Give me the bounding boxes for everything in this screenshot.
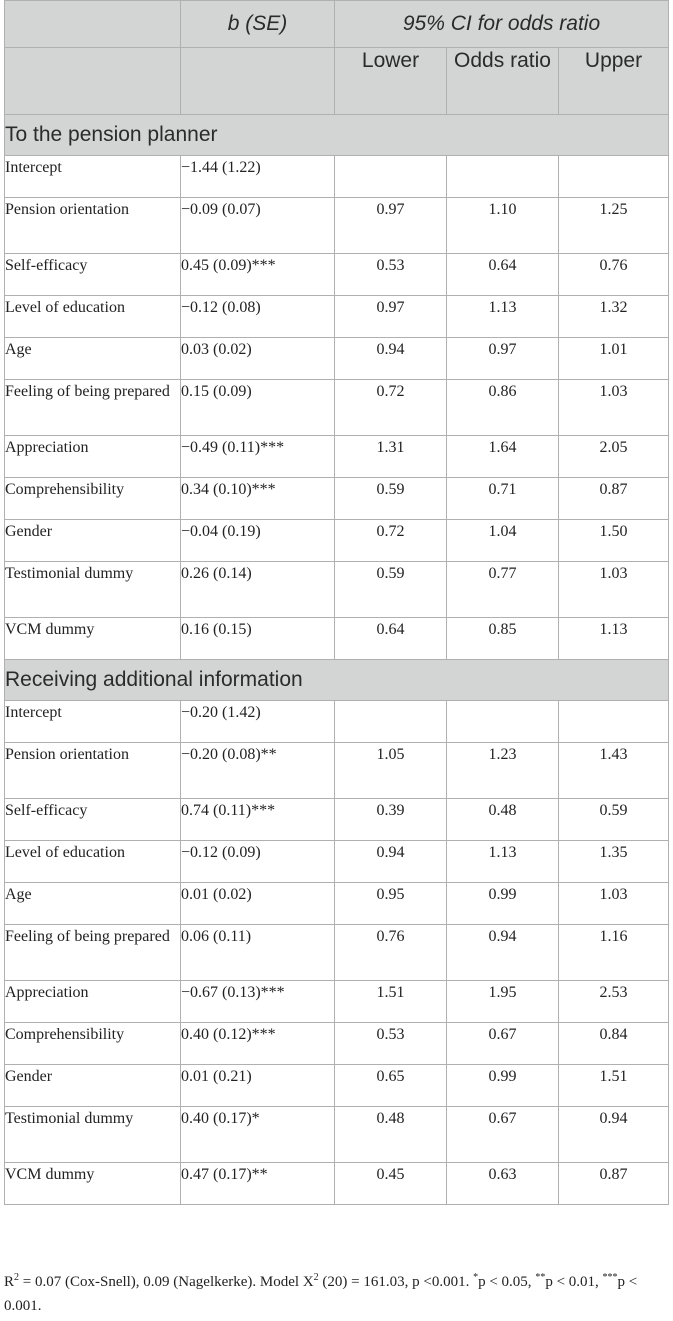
table-footnote xyxy=(4,1270,668,1318)
variable-label: Intercept xyxy=(5,701,181,743)
b-se-value: −0.49 (0.11)*** xyxy=(181,436,335,478)
table-row xyxy=(5,841,669,883)
ci-lower-value: 0.64 xyxy=(335,618,447,660)
table-row xyxy=(5,156,669,198)
ci-upper-value: 1.01 xyxy=(559,338,669,380)
ci-upper-value: 1.32 xyxy=(559,296,669,338)
odds-ratio-value: 0.63 xyxy=(447,1163,559,1205)
footnote-sig1: p < 0.05, xyxy=(478,1274,536,1290)
section-header-row xyxy=(5,660,669,701)
header-lower: Lower xyxy=(335,48,447,115)
variable-label: Feeling of being prepared xyxy=(5,380,181,436)
variable-label: Comprehensibility xyxy=(5,478,181,520)
b-se-value: 0.06 (0.11) xyxy=(181,925,335,981)
ci-lower-value: 1.05 xyxy=(335,743,447,799)
b-se-value: 0.45 (0.09)*** xyxy=(181,254,335,296)
b-se-value: 0.40 (0.17)* xyxy=(181,1107,335,1163)
footnote-sup-x: 2 xyxy=(313,1272,319,1283)
ci-upper-value: 0.87 xyxy=(559,1163,669,1205)
odds-ratio-value: 0.97 xyxy=(447,338,559,380)
table-row xyxy=(5,380,669,436)
variable-label: Intercept xyxy=(5,156,181,198)
b-se-value: −0.12 (0.09) xyxy=(181,841,335,883)
table-row xyxy=(5,520,669,562)
variable-label: Testimonial dummy xyxy=(5,562,181,618)
variable-label: Self-efficacy xyxy=(5,254,181,296)
table-row xyxy=(5,701,669,743)
b-se-value: −0.09 (0.07) xyxy=(181,198,335,254)
ci-upper-value: 2.53 xyxy=(559,981,669,1023)
ci-lower-value xyxy=(335,156,447,198)
table-row xyxy=(5,925,669,981)
ci-lower-value: 0.45 xyxy=(335,1163,447,1205)
table-row xyxy=(5,254,669,296)
b-se-value: −0.04 (0.19) xyxy=(181,520,335,562)
ci-lower-value: 0.53 xyxy=(335,254,447,296)
ci-lower-value: 0.72 xyxy=(335,520,447,562)
ci-lower-value: 0.97 xyxy=(335,296,447,338)
variable-label: Comprehensibility xyxy=(5,1023,181,1065)
footnote-part2: (20) = 161.03, p <0.001. xyxy=(318,1274,474,1290)
ci-upper-value: 2.05 xyxy=(559,436,669,478)
ci-lower-value: 0.94 xyxy=(335,841,447,883)
ci-lower-value: 1.51 xyxy=(335,981,447,1023)
header-b-se: b (SE) xyxy=(181,1,335,48)
variable-label: Pension orientation xyxy=(5,743,181,799)
variable-label: Level of education xyxy=(5,841,181,883)
table-row xyxy=(5,1163,669,1205)
ci-upper-value: 0.94 xyxy=(559,1107,669,1163)
footnote-sig1-symbol: * xyxy=(473,1272,479,1283)
footnote-r: R xyxy=(4,1274,15,1290)
b-se-value: 0.47 (0.17)** xyxy=(181,1163,335,1205)
odds-ratio-value: 1.04 xyxy=(447,520,559,562)
ci-upper-value: 1.43 xyxy=(559,743,669,799)
table-row xyxy=(5,478,669,520)
odds-ratio-value: 0.99 xyxy=(447,1065,559,1107)
odds-ratio-value: 0.48 xyxy=(447,799,559,841)
b-se-value: 0.16 (0.15) xyxy=(181,618,335,660)
section-title: Receiving additional information xyxy=(5,660,669,701)
ci-lower-value: 0.72 xyxy=(335,380,447,436)
ci-upper-value: 1.35 xyxy=(559,841,669,883)
table-row xyxy=(5,1023,669,1065)
regression-table xyxy=(4,0,669,1205)
odds-ratio-value: 0.94 xyxy=(447,925,559,981)
b-se-value: −0.67 (0.13)*** xyxy=(181,981,335,1023)
variable-label: Testimonial dummy xyxy=(5,1107,181,1163)
table-row xyxy=(5,198,669,254)
odds-ratio-value: 0.71 xyxy=(447,478,559,520)
header-empty-cell xyxy=(5,48,181,115)
ci-lower-value: 0.48 xyxy=(335,1107,447,1163)
variable-label: Pension orientation xyxy=(5,198,181,254)
ci-lower-value: 0.94 xyxy=(335,338,447,380)
odds-ratio-value: 0.67 xyxy=(447,1023,559,1065)
odds-ratio-value: 0.64 xyxy=(447,254,559,296)
ci-lower-value: 0.59 xyxy=(335,478,447,520)
footnote-part1: = 0.07 (Cox-Snell), 0.09 (Nagelkerke). Model X xyxy=(19,1274,314,1290)
header-ci: 95% CI for odds ratio xyxy=(335,1,669,48)
header-upper: Upper xyxy=(559,48,669,115)
variable-label: Appreciation xyxy=(5,981,181,1023)
footnote-sup-r: 2 xyxy=(14,1272,20,1283)
b-se-value: 0.01 (0.02) xyxy=(181,883,335,925)
ci-upper-value: 1.16 xyxy=(559,925,669,981)
ci-lower-value: 1.31 xyxy=(335,436,447,478)
b-se-value: 0.34 (0.10)*** xyxy=(181,478,335,520)
variable-label: Feeling of being prepared xyxy=(5,925,181,981)
table-row xyxy=(5,1107,669,1163)
table-row xyxy=(5,338,669,380)
table-row xyxy=(5,562,669,618)
b-se-value: 0.15 (0.09) xyxy=(181,380,335,436)
b-se-value: −1.44 (1.22) xyxy=(181,156,335,198)
header-empty-cell xyxy=(5,1,181,48)
ci-upper-value xyxy=(559,701,669,743)
ci-upper-value: 0.76 xyxy=(559,254,669,296)
ci-lower-value: 0.76 xyxy=(335,925,447,981)
ci-lower-value: 0.97 xyxy=(335,198,447,254)
table-row xyxy=(5,1065,669,1107)
table-row xyxy=(5,981,669,1023)
header-empty-cell xyxy=(181,48,335,115)
odds-ratio-value: 0.67 xyxy=(447,1107,559,1163)
b-se-value: −0.20 (0.08)** xyxy=(181,743,335,799)
ci-lower-value xyxy=(335,701,447,743)
variable-label: Appreciation xyxy=(5,436,181,478)
table-row xyxy=(5,436,669,478)
odds-ratio-value: 1.10 xyxy=(447,198,559,254)
b-se-value: 0.26 (0.14) xyxy=(181,562,335,618)
ci-lower-value: 0.95 xyxy=(335,883,447,925)
odds-ratio-value: 1.23 xyxy=(447,743,559,799)
variable-label: Gender xyxy=(5,520,181,562)
table-row xyxy=(5,743,669,799)
ci-upper-value: 1.13 xyxy=(559,618,669,660)
ci-upper-value xyxy=(559,156,669,198)
ci-upper-value: 1.03 xyxy=(559,883,669,925)
footnote-sig2: p < 0.01, xyxy=(545,1274,603,1290)
ci-upper-value: 0.84 xyxy=(559,1023,669,1065)
section-header-row xyxy=(5,115,669,156)
odds-ratio-value: 1.95 xyxy=(447,981,559,1023)
b-se-value: −0.12 (0.08) xyxy=(181,296,335,338)
odds-ratio-value: 0.85 xyxy=(447,618,559,660)
b-se-value: 0.74 (0.11)*** xyxy=(181,799,335,841)
odds-ratio-value: 1.64 xyxy=(447,436,559,478)
ci-lower-value: 0.53 xyxy=(335,1023,447,1065)
odds-ratio-value xyxy=(447,156,559,198)
table-row xyxy=(5,883,669,925)
footnote-sig3-symbol: *** xyxy=(602,1272,618,1283)
table-row xyxy=(5,296,669,338)
odds-ratio-value xyxy=(447,701,559,743)
ci-upper-value: 1.51 xyxy=(559,1065,669,1107)
variable-label: Level of education xyxy=(5,296,181,338)
ci-lower-value: 0.65 xyxy=(335,1065,447,1107)
ci-upper-value: 1.03 xyxy=(559,380,669,436)
b-se-value: 0.03 (0.02) xyxy=(181,338,335,380)
odds-ratio-value: 1.13 xyxy=(447,841,559,883)
odds-ratio-value: 0.77 xyxy=(447,562,559,618)
variable-label: Age xyxy=(5,338,181,380)
variable-label: VCM dummy xyxy=(5,618,181,660)
b-se-value: 0.40 (0.12)*** xyxy=(181,1023,335,1065)
ci-upper-value: 0.59 xyxy=(559,799,669,841)
ci-upper-value: 1.50 xyxy=(559,520,669,562)
variable-label: Self-efficacy xyxy=(5,799,181,841)
section-title: To the pension planner xyxy=(5,115,669,156)
odds-ratio-value: 1.13 xyxy=(447,296,559,338)
ci-upper-value: 1.25 xyxy=(559,198,669,254)
variable-label: VCM dummy xyxy=(5,1163,181,1205)
ci-upper-value: 1.03 xyxy=(559,562,669,618)
table-row xyxy=(5,618,669,660)
ci-upper-value: 0.87 xyxy=(559,478,669,520)
variable-label: Gender xyxy=(5,1065,181,1107)
b-se-value: 0.01 (0.21) xyxy=(181,1065,335,1107)
ci-lower-value: 0.59 xyxy=(335,562,447,618)
footnote-sig2-symbol: ** xyxy=(535,1272,546,1283)
odds-ratio-value: 0.99 xyxy=(447,883,559,925)
b-se-value: −0.20 (1.42) xyxy=(181,701,335,743)
ci-lower-value: 0.39 xyxy=(335,799,447,841)
footnote-sig3: p < 0.001. xyxy=(4,1274,638,1314)
variable-label: Age xyxy=(5,883,181,925)
table-row xyxy=(5,799,669,841)
header-odds-ratio: Odds ratio xyxy=(447,48,559,115)
odds-ratio-value: 0.86 xyxy=(447,380,559,436)
